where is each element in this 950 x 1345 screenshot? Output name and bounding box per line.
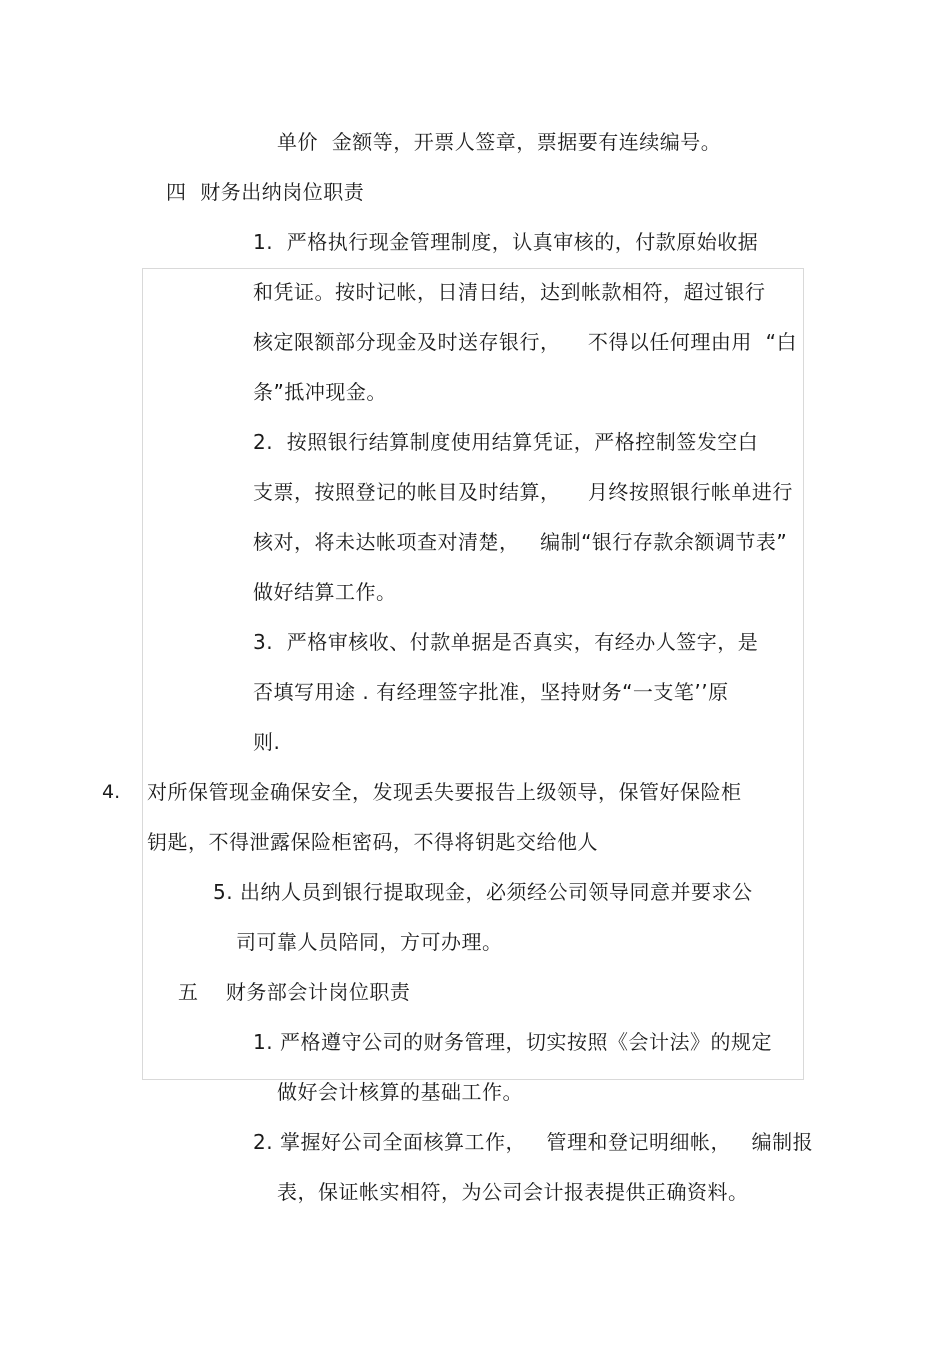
text-line: 2. 掌握好公司全面核算工作， 管理和登记明细帐， 编制报 [253,1130,814,1154]
text-line: 单价 金额等，开票人签章，票据要有连续编号。 [277,130,722,154]
text-line: 做好结算工作。 [253,580,397,604]
text-line: 钥匙，不得泄露保险柜密码，不得将钥匙交给他人 [147,830,598,854]
text-line: 3. 严格审核收、付款单据是否真实，有经办人签字，是 [253,630,759,654]
text-line: 否填写用途 . 有经理签字批准，坚持财务“一支笔’’原 [253,680,729,704]
content-frame [142,268,804,1080]
item-number: 4. [102,781,121,803]
text-line: 核对，将未达帐项查对清楚， 编制“银行存款余额调节表” [253,530,788,554]
text-line: 司可靠人员陪同，方可办理。 [236,930,503,954]
text-line: 则. [253,730,281,754]
text-line: 和凭证。按时记帐，日清日结，达到帐款相符，超过银行 [253,280,766,304]
text-line: 做好会计核算的基础工作。 [277,1080,523,1104]
text-line: 5. 出纳人员到银行提取现金，必须经公司领导同意并要求公 [213,880,753,904]
text-line: 1. 严格遵守公司的财务管理，切实按照《会计法》的规定 [253,1030,772,1054]
text-line: 对所保管现金确保安全，发现丢失要报告上级领导，保管好保险柜 [147,780,742,804]
text-line: 支票，按照登记的帐目及时结算， 月终按照银行帐单进行 [253,480,793,504]
text-line: 2. 按照银行结算制度使用结算凭证，严格控制签发空白 [253,430,759,454]
section-heading-5: 五 财务部会计岗位职责 [178,980,411,1004]
section-heading-4: 四 财务出纳岗位职责 [166,180,365,204]
text-line: 条”抵冲现金。 [253,380,387,404]
text-line: 核定限额部分现金及时送存银行， 不得以任何理由用 “白 [253,330,798,354]
text-line: 表，保证帐实相符，为公司会计报表提供正确资料。 [277,1180,749,1204]
text-line: 1. 严格执行现金管理制度，认真审核的，付款原始收据 [253,230,759,254]
